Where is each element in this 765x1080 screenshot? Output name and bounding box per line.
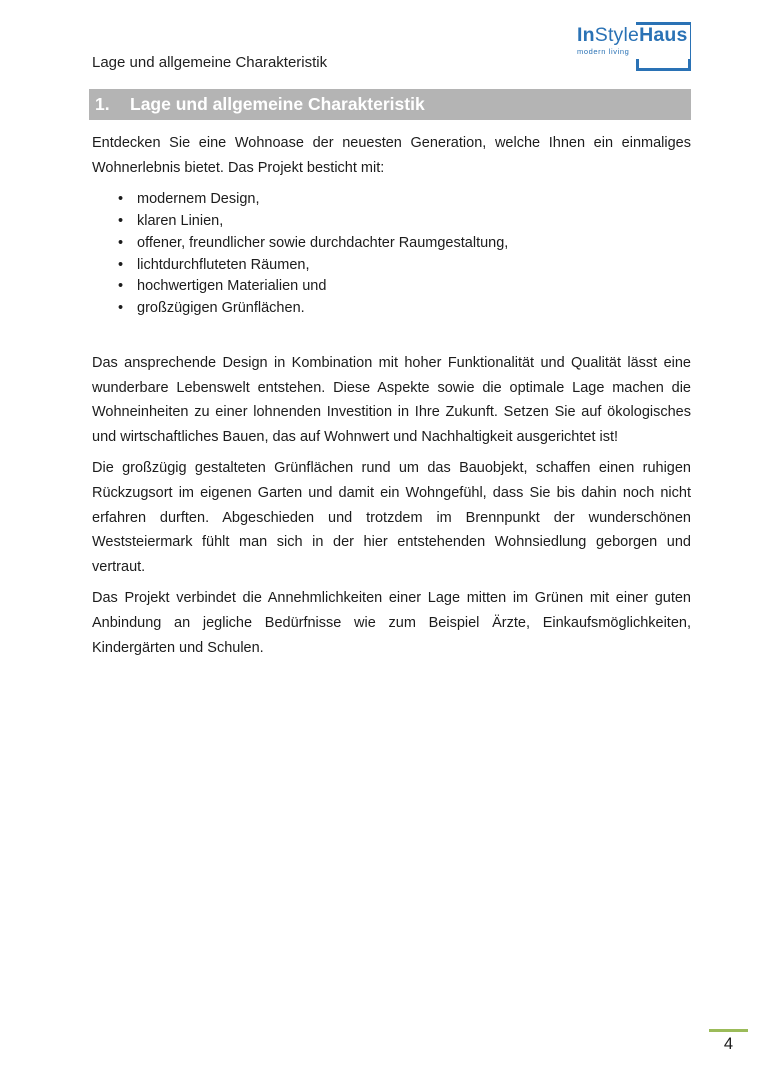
section-title: Lage und allgemeine Charakteristik <box>130 94 425 114</box>
list-item: • modernem Design, <box>137 189 691 211</box>
intro-paragraph: Entdecken Sie eine Wohnoase der neuesten Generation, welche Ihnen ein einmaliges Wohnerlebnis bietet. Das Projekt besticht mit: <box>92 135 691 176</box>
logo-brand-in: In <box>577 24 595 46</box>
list-item: • klaren Linien, <box>137 211 691 233</box>
document-body <box>92 131 691 660</box>
logo-brand-haus: Haus <box>639 24 688 46</box>
body-paragraph: Das ansprechende Design in Kombination mit hoher Funktionalität und Qualität lässt eine wunderbare Lebenswelt entstehen. Diese Aspekte sowie die optimale Lage machen die Wohneinheiten zu einer lohnenden Investition in Ihre Zukunft. Setzen Sie auf ökologisches und wirtschaftliches Bauen, das auf Wohnwert und Nachhaltigkeit ausgerichtet ist! <box>92 354 691 445</box>
page-footer <box>709 1029 748 1054</box>
section-heading-bar <box>89 89 691 120</box>
footer-divider-line <box>709 1029 748 1032</box>
list-item: • lichtdurchfluteten Räumen, <box>137 255 691 277</box>
feature-bullet-list <box>92 189 691 320</box>
body-paragraph: Das Projekt verbindet die Annehmlichkeiten einer Lage mitten im Grünen mit einer guten Anbindung an jegliche Bedürfnisse wie zum Beispiel Ärzte, Einkaufsmöglichkeiten, Kindergärten und Schulen. <box>92 590 691 656</box>
instylehaus-logo <box>577 25 690 59</box>
logo-tagline: modern living <box>577 47 630 56</box>
list-item: • hochwertigen Materialien und <box>137 276 691 298</box>
logo-brand-text <box>577 25 688 45</box>
list-item: • großzügigen Grünflächen. <box>137 298 691 320</box>
header-running-title: Lage und allgemeine Charakteristik <box>92 54 328 71</box>
list-item: • offener, freundlicher sowie durchdachter Raumgestaltung, <box>137 233 691 255</box>
header-area <box>0 0 765 90</box>
body-paragraph: Die großzügig gestalteten Grünflächen rund um das Bauobjekt, schaffen einen ruhigen Rückzugsort im eigenen Garten und damit ein Wohngefühl, dass Sie bis dahin noch nicht erfahren durften. Abgeschieden und trotzdem im Brennpunkt der wunderschönen Weststeiermark fühlt man sich in der hier entstehenden Wohnsiedlung geborgen und vertraut. <box>92 460 691 575</box>
section-number: 1. <box>95 94 110 114</box>
logo-brand-style: Style <box>594 24 640 46</box>
page-number: 4 <box>723 1035 734 1053</box>
